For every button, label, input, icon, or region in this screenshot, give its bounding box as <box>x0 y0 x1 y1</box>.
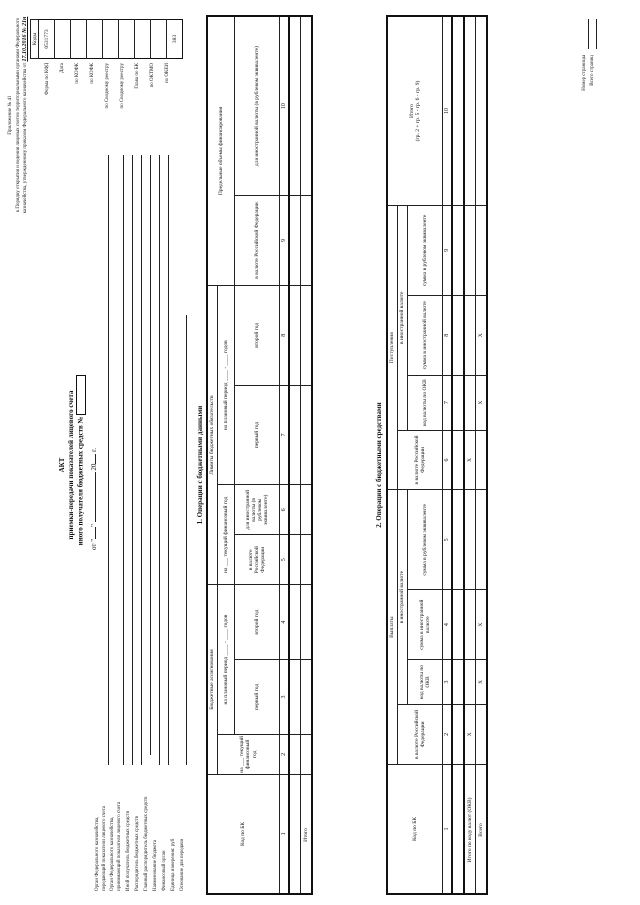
s2-col-recv-rub: в валюте Российской Федерации <box>398 430 443 490</box>
s2-group-receipts: Поступления <box>387 206 398 490</box>
s1-col-second-year: второй год <box>235 585 280 660</box>
s1-total-cell[interactable] <box>301 485 313 535</box>
s2-num-1: 1 <box>443 764 453 894</box>
s1-data-cell[interactable] <box>289 774 301 894</box>
s2-total-okv-cell[interactable] <box>464 295 476 375</box>
field-label-9: Единица измерения: руб <box>171 838 176 891</box>
s2-num-7: 7 <box>443 375 453 430</box>
code-value-kfd: 0531773 <box>39 20 55 59</box>
s1-num-1: 1 <box>280 774 290 894</box>
field-label-5: Распорядитель бюджетных средств <box>135 815 140 891</box>
s2-total-okv-cell[interactable] <box>464 660 476 705</box>
code-label-oktmo: по ОКТМО <box>150 63 155 88</box>
date-suffix-label: г. <box>90 447 98 452</box>
pages-total-line[interactable] <box>596 19 597 49</box>
s1-data-cell[interactable] <box>289 16 301 196</box>
s1-col-first-year2: первый год <box>235 385 280 485</box>
s2-total-okv-cell[interactable] <box>464 490 476 590</box>
s2-total-all-cell[interactable] <box>476 704 488 764</box>
s1-num-8: 8 <box>280 285 290 385</box>
s2-data-cell[interactable] <box>452 295 464 375</box>
code-label-registry1: по Сводному реестру <box>105 63 110 109</box>
code-value-kofk1[interactable] <box>71 20 87 59</box>
s1-num-5: 5 <box>280 535 290 585</box>
s2-total-all-cell[interactable] <box>476 490 488 590</box>
s1-col-current-fin-year: на ___ текущий финансовый год <box>218 734 280 774</box>
code-value-kofk2[interactable] <box>87 20 103 59</box>
s1-total-cell[interactable] <box>301 585 313 660</box>
s2-total-all-label: Всего <box>476 764 488 894</box>
code-label-glava: Глава по БК <box>135 63 140 89</box>
s2-x-mark: X <box>464 704 476 764</box>
field-label-1: передающий показатели лицевого счета <box>102 805 107 891</box>
s1-col-in-foreign2: для иностранной валюты (в рублевом эквиваленте) <box>235 16 280 196</box>
s2-total-all-cell[interactable] <box>476 430 488 490</box>
field-line-basis[interactable] <box>186 315 187 765</box>
s1-col-first-year: первый год <box>235 660 280 735</box>
s2-x-mark: X <box>476 660 488 705</box>
s2-col-pay-foreign: в иностранной валюте <box>398 490 408 705</box>
s1-total-cell[interactable] <box>301 196 313 286</box>
field-line-fin-org[interactable] <box>168 155 169 765</box>
field-label-4: Иной получатель бюджетных средств <box>126 810 131 891</box>
codes-table <box>30 19 183 59</box>
act-number-box[interactable] <box>76 375 86 415</box>
s2-data-cell[interactable] <box>452 206 464 296</box>
code-label-kofk2: по КОФК <box>90 63 95 84</box>
s1-total-cell[interactable] <box>301 660 313 735</box>
s1-col-in-rub: в валюте Российской Федерации <box>235 535 280 585</box>
s2-data-cell[interactable] <box>452 704 464 764</box>
s1-col-current-year: на ___ текущий финансовый год <box>218 485 235 585</box>
code-label-kfd: Форма по КФД <box>45 63 50 95</box>
act-subtitle-2 <box>76 315 86 605</box>
s1-total-cell[interactable] <box>301 16 313 196</box>
page-number-line[interactable] <box>588 19 589 49</box>
code-label-okei: по ОКЕИ <box>165 63 170 84</box>
field-line-manager[interactable] <box>141 155 142 765</box>
section1-table <box>206 15 313 895</box>
field-line-main-manager[interactable] <box>150 155 151 755</box>
field-label-8: Финансовый орган <box>162 850 167 891</box>
s1-col-in-rub2: в валюте Российской Федерации <box>235 196 280 286</box>
s2-col-sum-rub-eq2: сумма в рублевом эквиваленте <box>408 206 443 296</box>
pages-total-label: Всего страниц <box>590 55 595 86</box>
s1-total-cell[interactable] <box>301 734 313 774</box>
s2-num-6: 6 <box>443 430 453 490</box>
code-value-registry1[interactable] <box>103 20 119 59</box>
s2-col-sum-foreign2: сумма в иностранной валюте <box>408 295 443 375</box>
appendix-number: Приложение № 41 <box>8 95 13 135</box>
s2-num-3: 3 <box>443 660 453 705</box>
act-subtitle-2-text: иного получателя бюджетных средств № <box>76 416 85 546</box>
act-title: АКТ <box>58 457 66 473</box>
s1-data-cell[interactable] <box>289 535 301 585</box>
s2-num-10: 10 <box>443 16 453 206</box>
s2-num-8: 8 <box>443 295 453 375</box>
s2-num-9: 9 <box>443 206 453 296</box>
s2-data-cell[interactable] <box>452 490 464 590</box>
s2-col-pay-rub: в валюте Российской Федерации <box>398 704 443 764</box>
s1-num-4: 4 <box>280 585 290 660</box>
s1-data-cell[interactable] <box>289 285 301 385</box>
field-line-transferring-org[interactable] <box>108 155 109 765</box>
code-value-oktmo[interactable] <box>151 20 167 59</box>
code-value-glava[interactable] <box>135 20 151 59</box>
act-subtitle-1: приемки-передачи показателей лицевого счета <box>67 390 75 540</box>
appendix-text-body: к Порядку открытия и ведения лицевых счетов территориальными органами Федерального казначейства, утвержденному приказом Федерального казначейства от <box>16 17 28 214</box>
s2-col-sum-foreign: сумма в иностранной валюте <box>408 590 443 660</box>
s2-col-okv: код валюты по ОКВ <box>408 660 443 705</box>
section2-table <box>386 15 488 895</box>
field-label-3: принимающий показатели лицевого счета <box>117 801 122 891</box>
code-label-registry2: по Сводному реестру <box>120 63 125 109</box>
s2-x-mark: X <box>464 430 476 490</box>
field-line-recipient[interactable] <box>132 155 133 765</box>
s2-x-mark: X <box>476 590 488 660</box>
field-line-receiving-org[interactable] <box>123 155 124 765</box>
date-year-label: 20 <box>90 463 98 471</box>
s1-col-code-header: Код по БК <box>207 774 280 894</box>
field-label-2: Орган Федерального казначейства, <box>110 816 115 891</box>
s2-num-4: 4 <box>443 590 453 660</box>
s1-data-cell[interactable] <box>289 585 301 660</box>
s1-col-second-year2: второй год <box>235 285 280 385</box>
s1-num-7: 7 <box>280 385 290 485</box>
s1-data-cell[interactable] <box>289 196 301 286</box>
appendix-text <box>16 15 29 215</box>
s2-data-cell[interactable] <box>452 660 464 705</box>
s2-data-cell[interactable] <box>452 764 464 894</box>
s1-group-budget-alloc: Бюджетные ассигнования <box>207 585 218 775</box>
date-from-label: от <box>90 543 98 550</box>
s1-data-cell[interactable] <box>289 385 301 485</box>
code-value-okei: 383 <box>167 20 183 59</box>
page-number-label: Номер страницы <box>582 55 587 91</box>
codes-header: Коды <box>31 20 39 59</box>
code-value-registry2[interactable] <box>119 20 135 59</box>
s2-col-okv2: код валюты по ОКВ <box>408 375 443 430</box>
s2-group-payments: Выплаты <box>387 490 398 764</box>
section1-title: 1. Операции с бюджетными данными <box>196 405 204 525</box>
s1-num-2: 2 <box>280 734 290 774</box>
s1-group-limits: Лимиты бюджетных обязательств <box>207 285 218 584</box>
s1-num-10: 10 <box>280 16 290 196</box>
s1-group-limits-fin: Предельные объемы финансирования <box>207 16 235 285</box>
s2-col-sum-rub-eq: сумма в рублевом эквиваленте <box>408 490 443 590</box>
s2-total-okv-cell[interactable] <box>464 590 476 660</box>
s2-col-code-header: Код по БК <box>387 764 443 894</box>
s2-num-2: 2 <box>443 704 453 764</box>
s2-col-total-formula: (гр. 2 + гр. 5 - гр. 6 - гр. 9) <box>415 80 421 142</box>
s2-total-okv-cell[interactable] <box>464 375 476 430</box>
s2-x-mark: X <box>476 375 488 430</box>
s2-col-total <box>387 16 443 206</box>
field-label-10: Основание для передачи <box>180 838 185 891</box>
field-line-budget[interactable] <box>159 155 160 765</box>
s1-data-cell[interactable] <box>289 485 301 535</box>
s2-total-all-cell[interactable] <box>476 206 488 296</box>
s2-col-recv-foreign: в иностранной валюте <box>398 206 408 431</box>
s1-num-3: 3 <box>280 660 290 735</box>
s2-col-total-label: Итого <box>408 104 415 118</box>
s1-col-plan-period2: на плановый период ____ - ____ годов <box>218 285 235 484</box>
s2-x-mark: X <box>476 295 488 375</box>
s1-num-9: 9 <box>280 196 290 286</box>
field-label-0: Орган Федерального казначейства, <box>95 816 100 891</box>
s2-total-okv-cell[interactable] <box>464 16 476 206</box>
s1-data-cell[interactable] <box>289 734 301 774</box>
s2-total-all-cell[interactable] <box>476 16 488 206</box>
s1-total-label: Итого <box>301 774 313 894</box>
s1-total-cell[interactable] <box>301 535 313 585</box>
appendix-date: 17.10.2016 № 21н <box>21 16 28 62</box>
section2-title: 2. Операции с бюджетными средствами <box>375 402 383 528</box>
code-label-date: Дата <box>60 63 65 73</box>
s1-num-6: 6 <box>280 485 290 535</box>
code-label-kofk1: по КОФК <box>75 63 80 84</box>
s2-data-cell[interactable] <box>452 590 464 660</box>
field-label-6: Главный распорядитель бюджетных средств <box>144 796 149 891</box>
s1-col-plan-period: на плановый период ____ - ____ годов <box>218 585 235 735</box>
s2-data-cell[interactable] <box>452 375 464 430</box>
s2-data-cell[interactable] <box>452 430 464 490</box>
act-date-line: от "" 20 г. <box>90 447 98 550</box>
s2-total-okv-cell[interactable] <box>464 206 476 296</box>
s2-num-5: 5 <box>443 490 453 590</box>
s1-total-cell[interactable] <box>301 385 313 485</box>
s2-data-cell[interactable] <box>452 16 464 206</box>
s1-data-cell[interactable] <box>289 660 301 735</box>
s2-total-okv-label: Итого по коду валют (ОКВ) <box>464 764 476 894</box>
s1-total-cell[interactable] <box>301 285 313 385</box>
code-value-date[interactable] <box>55 20 71 59</box>
s1-col-in-foreign: для иностранной валюты (в рублевом эквиваленте) <box>235 485 280 535</box>
field-label-7: Наименование бюджета <box>153 839 158 891</box>
